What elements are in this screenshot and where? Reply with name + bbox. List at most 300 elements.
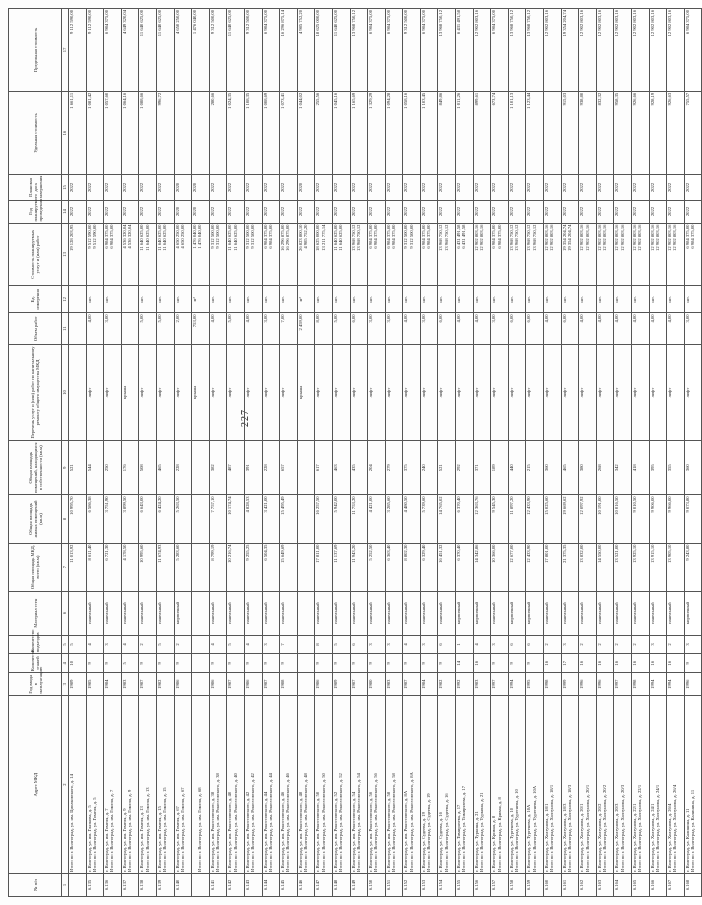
cell-uc: 849,86 <box>438 91 456 175</box>
cell-line: г. Волгоград, ул. Холзунова, д. 24/1 <box>649 803 655 872</box>
cell-line: 4 536 320,04 <box>127 224 133 249</box>
cell-vol: 4,00 <box>579 313 597 344</box>
cell-vol: 3,00 <box>491 313 509 344</box>
cell-work: крыша <box>121 344 139 440</box>
cell-area: 14 550,00 <box>596 543 614 591</box>
cell-own: 380 <box>579 441 597 495</box>
cell-mat: панельный <box>244 591 262 635</box>
cell-mat: панельный <box>403 591 421 635</box>
cell-line: Итого по г. Волгоград, ул. Холзунова, д. 24/1 <box>654 784 660 872</box>
header-cell: Ед. измерения <box>9 286 62 313</box>
cell-unit: шт. <box>508 286 526 313</box>
cell-line: Итого по г. Волгоград, ул. Тургенева, д. 10А <box>531 785 537 872</box>
cell-uc: 280,66 <box>209 91 227 175</box>
cell-mat: панельный <box>280 591 298 635</box>
cell-n: 6.135 <box>86 874 104 897</box>
cell-area: 8 802,30 <box>403 543 421 591</box>
cell-year: 1983 <box>121 673 139 696</box>
cell-vol: 4,00 <box>244 313 262 344</box>
cell-work: лифт <box>368 344 386 440</box>
cell-year: 1997 <box>491 673 509 696</box>
cell-mat: панельный <box>667 591 685 635</box>
cell-unit: шт. <box>174 286 192 313</box>
cell-line: 1 476 040,00 <box>197 224 203 249</box>
cell-mat: панельный <box>139 591 157 635</box>
table-row <box>684 9 702 897</box>
cell-fl: 16 <box>473 654 491 673</box>
cell-line: 13 968 750,12 <box>531 224 537 251</box>
cell-work: лифт <box>438 344 456 440</box>
cell-line: 6 984 375,00 <box>426 224 432 249</box>
cell-uc: 899,61 <box>473 91 491 175</box>
cell-line: 6 431 491,58 <box>456 224 462 249</box>
cell-vol: 3,00 <box>262 313 280 344</box>
cell-line: г. Волгоград, ул. Холзунова, д. 20/2 <box>596 803 602 872</box>
cell-liv: 4 480,50 <box>403 495 421 543</box>
cell-unit: шт. <box>438 286 456 313</box>
cell-line: 11 640 625,00 <box>144 224 150 251</box>
cell-cost <box>667 223 685 286</box>
cell-line: г. Волгоград, ул. Судеева, д. 16 <box>438 812 444 872</box>
cell-y2: 2022 <box>579 175 597 200</box>
cell-area: 5 283,60 <box>174 543 192 591</box>
cell-n: 6.147 <box>315 874 333 897</box>
cell-work: лифт <box>561 344 579 440</box>
cell-vol: 5,00 <box>156 313 174 344</box>
cell-line: Итого по г. Волгоград, ул. им. Гомеля, д. 68 <box>197 787 203 872</box>
cell-vol: 6,00 <box>508 313 526 344</box>
cell-fl: 9 <box>262 654 280 673</box>
cell-en: 3 <box>385 635 403 654</box>
cell-unit: шт. <box>104 286 122 313</box>
cell-y1: 2020 <box>174 200 192 223</box>
cell-n: 6.150 <box>368 874 386 897</box>
cell-line: 11 640 625,00 <box>156 224 162 251</box>
cell-unit: шт. <box>86 286 104 313</box>
column-number-cell: 1 <box>62 874 69 897</box>
table-header-row <box>9 9 62 897</box>
cell-fl: 9 <box>209 654 227 673</box>
cell-cost <box>632 223 650 286</box>
cell-unit: шт. <box>684 286 702 313</box>
cell-mat: панельный <box>350 591 368 635</box>
cell-year: 1983 <box>473 673 491 696</box>
cell-vol: 6,00 <box>561 313 579 344</box>
cell-unit: шт. <box>227 286 245 313</box>
cell-uc: 926,66 <box>632 91 650 175</box>
cell-mat: кирпичный <box>174 591 192 635</box>
cell-area: 13 832,00 <box>579 543 597 591</box>
cell-own: 617 <box>315 441 333 495</box>
cell-lim: 16 296 875,14 <box>280 9 298 92</box>
cell-fl: 9 <box>139 654 157 673</box>
table-row <box>438 9 456 897</box>
cell-addr <box>667 696 685 874</box>
cell-n: 6.168 <box>684 874 702 897</box>
cell-liv: 16 257,50 <box>315 495 333 543</box>
cell-unit: шт. <box>280 286 298 313</box>
cell-lim: 6 984 375,00 <box>262 9 280 92</box>
table-row <box>262 9 280 897</box>
cell-line: Итого по г. Волгоград, ул. им. Гомеля, д. 67 <box>179 787 185 872</box>
cell-line: Итого по г. Волгоград, ул. им. Гомеля, д. 7 <box>109 789 115 872</box>
cell-addr <box>332 696 350 874</box>
cell-addr <box>544 696 562 874</box>
page-number: 227 <box>240 409 251 427</box>
cell-uc: 673,74 <box>491 91 509 175</box>
cell-line: 12 902 803,16 <box>544 224 550 251</box>
cell-own: 544 <box>86 441 104 495</box>
cell-line: 6 984 375,00 <box>373 224 379 249</box>
cell-line: Итого по г. Волгоград, ул. им. Рокоссовского, д. 48 <box>303 773 309 872</box>
cell-unit: шт. <box>385 286 403 313</box>
cell-year: 1986 <box>209 673 227 696</box>
cell-uc <box>544 91 562 175</box>
table-row <box>649 9 667 897</box>
cell-unit: шт. <box>649 286 667 313</box>
cell-mat: панельный <box>262 591 280 635</box>
cell-own <box>297 441 315 495</box>
cell-year: 1996 <box>684 673 702 696</box>
cell-n: 6.164 <box>614 874 632 897</box>
cell-y2: 2022 <box>473 175 491 200</box>
cell-area: 21 375,35 <box>561 543 579 591</box>
header-cell: Перечень услуг и (или) работ по капитальному ремонту общего имущества МКД <box>9 344 62 440</box>
cell-line: 12 902 803,16 <box>672 224 678 251</box>
cell-vol <box>69 313 87 344</box>
cell-line: Итого по г. Волгоград, ул. Судеева, д. 16 <box>443 793 449 872</box>
cell-vol: 4,00 <box>403 313 421 344</box>
cell-vol: 3,00 <box>684 313 702 344</box>
cell-mat <box>192 591 210 635</box>
cell-mat: панельный <box>596 591 614 635</box>
cell-n: 6.139 <box>156 874 174 897</box>
cell-unit: шт. <box>456 286 474 313</box>
cell-addr <box>508 696 526 874</box>
cell-mat: панельный <box>491 591 509 635</box>
cell-addr <box>174 696 192 874</box>
header-cell: Адрес МКД <box>9 696 62 874</box>
cell-cost <box>544 223 562 286</box>
cell-line: 9 312 500,00 <box>250 224 256 249</box>
header-cell: Предельная стоимость <box>9 9 62 92</box>
cell-liv: 5 942,00 <box>332 495 350 543</box>
cell-area: 11 943,20 <box>350 543 368 591</box>
cell-line: Итого по г. Волгоград, ул. им. Циолковского, д. 14 <box>69 774 74 872</box>
cell-cost <box>491 223 509 286</box>
cell-addr <box>684 696 702 874</box>
cell-line: 12 902 803,16 <box>549 224 555 251</box>
table-row <box>544 9 562 897</box>
cell-fl: 9 <box>227 654 245 673</box>
cell-work: лифт <box>420 344 438 440</box>
cell-liv: 10 995,70 <box>69 495 87 543</box>
cell-year: 1986 <box>315 673 333 696</box>
cell-n: 6.145 <box>280 874 298 897</box>
cell-unit <box>121 286 139 313</box>
cell-work: крыша <box>297 344 315 440</box>
cell-cost <box>350 223 368 286</box>
cell-en: 3 <box>649 635 667 654</box>
cell-vol: 5,00 <box>139 313 157 344</box>
cell-fl: 16 <box>544 654 562 673</box>
cell-liv: 6 586,38 <box>86 495 104 543</box>
cell-line: г. Волгоград, ул. им. Рокоссовского, д. 38 <box>209 791 215 872</box>
rotated-table-wrapper <box>8 8 696 897</box>
cell-lim: 12 902 803,16 <box>579 9 597 92</box>
cell-area <box>297 543 315 591</box>
cell-y2: 2022 <box>420 175 438 200</box>
cell-fl <box>297 654 315 673</box>
cell-uc <box>192 91 210 175</box>
cell-lim: 12 902 803,16 <box>473 9 491 92</box>
cell-area: 16 451,32 <box>438 543 456 591</box>
cell-own: 375 <box>403 441 421 495</box>
cell-work: лифт <box>209 344 227 440</box>
cell-vol: 2,00 <box>174 313 192 344</box>
cell-line: г. Волгоград, ул. Калинина, д. 11 <box>684 808 690 872</box>
cell-area: 8 799,19 <box>209 543 227 591</box>
cell-line: 13 968 750,12 <box>508 224 514 251</box>
cell-line: Итого по г. Волгоград, ул. им. Гомеля, д. 13 <box>144 787 150 872</box>
cell-area: 13 915,10 <box>649 543 667 591</box>
cell-y1: 2022 <box>297 200 315 223</box>
cell-mat: панельный <box>86 591 104 635</box>
cell-n <box>69 874 87 897</box>
cell-year: 1980 <box>368 673 386 696</box>
cell-unit: шт. <box>209 286 227 313</box>
cell-lim: 13 968 750,12 <box>350 9 368 92</box>
table-row <box>596 9 614 897</box>
cell-area: 13 905,10 <box>667 543 685 591</box>
cell-work: лифт <box>596 344 614 440</box>
cell-line: г. Волгоград, ул. им. Гомеля, д. 67 <box>174 806 180 872</box>
cell-uc: 1 088,66 <box>139 91 157 175</box>
cell-mat: панельный <box>649 591 667 635</box>
cell-own: 292 <box>456 441 474 495</box>
cell-line: 6 984 375,00 <box>262 224 268 249</box>
cell-line: 12 902 803,16 <box>667 224 673 251</box>
cell-liv: 9 010,50 <box>632 495 650 543</box>
column-number-row <box>62 9 69 897</box>
cell-line: Итого по г. Волгоград, ул. им. Рокоссовского, д. 50 <box>320 773 326 872</box>
cell-en <box>192 635 210 654</box>
cell-y2: 2022 <box>121 175 139 200</box>
cell-n: 6.142 <box>227 874 245 897</box>
column-number-cell: 3 <box>62 673 69 696</box>
cell-unit: шт. <box>420 286 438 313</box>
cell-cost <box>297 223 315 286</box>
cell-en: 6 <box>526 635 544 654</box>
cell-uc <box>174 91 192 175</box>
cell-work: лифт <box>280 344 298 440</box>
table-row <box>297 9 315 897</box>
cell-year: 1994 <box>508 673 526 696</box>
cell-y1: 2022 <box>244 200 262 223</box>
cell-vol: 4,00 <box>473 313 491 344</box>
cell-y2: 2022 <box>632 175 650 200</box>
cell-liv: 6 424,20 <box>156 495 174 543</box>
cell-year: 1995 <box>526 673 544 696</box>
cell-year: 1989 <box>69 673 87 696</box>
header-cell: Материал стен <box>9 591 62 635</box>
cell-addr <box>473 696 491 874</box>
cell-line: 11 640 625,00 <box>139 224 145 251</box>
cell-work: лифт <box>491 344 509 440</box>
column-number-cell: 7 <box>62 543 69 591</box>
cell-line: г. Волгоград, ул. им. Рокоссовского, д. 44 <box>262 791 268 872</box>
header-cell: Стоимость планируемых услуг и (или) работ <box>9 223 62 286</box>
cell-work: лифт <box>104 344 122 440</box>
cell-line: г. Волгоград, ул. Кривая, д. 8 <box>491 815 497 872</box>
cell-y2: 2020 <box>297 175 315 200</box>
cell-liv: 3 421,00 <box>262 495 280 543</box>
table-row <box>139 9 157 897</box>
cell-uc: 996,72 <box>156 91 174 175</box>
cell-area: 15 649,69 <box>280 543 298 591</box>
cell-uc: 255,56 <box>315 91 333 175</box>
cell-fl: 9 <box>315 654 333 673</box>
cell-unit: шт. <box>614 286 632 313</box>
cell-mat: панельный <box>315 591 333 635</box>
cell-year: 1997 <box>614 673 632 696</box>
cell-unit: шт. <box>332 286 350 313</box>
cell-en: 2 <box>544 635 562 654</box>
column-number-cell: 8 <box>62 495 69 543</box>
cell-lim: 9 312 500,00 <box>209 9 227 92</box>
cell-y1: 2022 <box>139 200 157 223</box>
cell-vol: 4,00 <box>614 313 632 344</box>
cell-uc: 1 165,69 <box>350 91 368 175</box>
cell-cost <box>209 223 227 286</box>
header-cell: Удельная стоимость <box>9 91 62 175</box>
cell-unit: м² <box>297 286 315 313</box>
cell-mat: панельный <box>438 591 456 635</box>
cell-cost <box>262 223 280 286</box>
cell-area: 11 137,69 <box>332 543 350 591</box>
cell-y2: 2022 <box>456 175 474 200</box>
cell-line: г. Волгоград, ул. им. Гомеля, д. 15 <box>156 806 162 872</box>
column-number-cell: 12 <box>62 286 69 313</box>
cell-fl: 9 <box>350 654 368 673</box>
cell-lim: 13 968 750,12 <box>508 9 526 92</box>
cell-own: 176 <box>121 441 139 495</box>
cell-line: 6 984 375,00 <box>684 224 690 249</box>
cell-mat: панельный <box>614 591 632 635</box>
cell-line: Итого по г. Волгоград, ул. им. Рокоссовского, д. 52 <box>338 773 344 872</box>
cell-addr <box>632 696 650 874</box>
cell-work: лифт <box>579 344 597 440</box>
cell-year: 1987 <box>262 673 280 696</box>
cell-uc: 1 058,16 <box>403 91 421 175</box>
cell-line: Итого по г. Волгоград, ул. Кривая, д. 8 <box>496 797 502 872</box>
table-row <box>579 9 597 897</box>
cell-area: 13 521,00 <box>614 543 632 591</box>
cell-line: г. Волгоград, ул. Холзунова, д. 20/3 <box>614 803 620 872</box>
cell-lim: 11 640 625,00 <box>139 9 157 92</box>
table-row <box>227 9 245 897</box>
cell-line: г. Волгоград, ул. Тимирязева, д. 17 <box>456 804 462 872</box>
cell-mat: панельный <box>544 591 562 635</box>
cell-line: 11 640 625,00 <box>162 224 168 251</box>
cell-work: лифт <box>156 344 174 440</box>
cell-y1: 2022 <box>121 200 139 223</box>
cell-line: 6 984 375,00 <box>385 224 391 249</box>
table-row <box>420 9 438 897</box>
cell-year: 1987 <box>227 673 245 696</box>
cell-addr <box>526 696 544 874</box>
cell-area: 10 366,00 <box>491 543 509 591</box>
cell-work: лифт <box>174 344 192 440</box>
cell-vol: 4,00 <box>632 313 650 344</box>
cell-uc: 1 073,41 <box>280 91 298 175</box>
cell-en: 2 <box>667 635 685 654</box>
cell-line: 13 968 750,12 <box>514 224 520 251</box>
cell-uc: 755,57 <box>684 91 702 175</box>
cell-line: 6 984 375,00 <box>267 224 273 249</box>
cell-liv: 12 433,90 <box>526 495 544 543</box>
cell-own: 463 <box>332 441 350 495</box>
cell-mat: кирпичный <box>526 591 544 635</box>
cell-liv: 15 025,60 <box>544 495 562 543</box>
cell-lim: 6 984 375,00 <box>420 9 438 92</box>
cell-line: Итого по г. Волгоград, ул. Холзунова, д. 26/4 <box>672 784 678 872</box>
cell-line: Итого по г. Волгоград, ул. Холзунова, д. 22/1 <box>637 784 643 872</box>
cell-lim: 12 902 803,16 <box>667 9 685 92</box>
cell-liv: 12 363,76 <box>473 495 491 543</box>
cell-unit: шт. <box>403 286 421 313</box>
cell-y2: 2022 <box>544 175 562 200</box>
cell-line: Итого по г. Волгоград, ул. Холзунова, д. 20/3 <box>619 784 625 872</box>
cell-addr <box>227 696 245 874</box>
cell-line: 6 984 375,00 <box>368 224 374 249</box>
cell-line: Итого по г. Волгоград, ул. им. Рокоссовского, д. 44 <box>267 773 273 872</box>
cell-en <box>297 635 315 654</box>
cell-line: г. Волгоград, ул. им. Гомеля, д. 9 <box>121 808 127 872</box>
cell-lim: 4 650 250,00 <box>174 9 192 92</box>
cell-own: 487 <box>227 441 245 495</box>
cell-fl: 16 <box>667 654 685 673</box>
cell-liv: 4 421,00 <box>368 495 386 543</box>
cell-work: лифт <box>315 344 333 440</box>
cell-area: 9 243,80 <box>684 543 702 591</box>
cell-vol: 4,00 <box>209 313 227 344</box>
cell-cost <box>385 223 403 286</box>
cell-y2: 2022 <box>508 175 526 200</box>
cell-n: 6.155 <box>456 874 474 897</box>
cell-line: Итого по г. Волгоград, ул. Тимирязева, д. 17 <box>461 786 467 872</box>
cell-y1: 2022 <box>420 200 438 223</box>
cell-own: 371 <box>473 441 491 495</box>
cell-lim: 12 902 803,16 <box>649 9 667 92</box>
cell-line: Итого по г. Волгоград, ул. Туркина, д. 21 <box>478 792 484 872</box>
cell-mat <box>69 591 87 635</box>
cell-work: лифт <box>139 344 157 440</box>
cell-y1: 2022 <box>156 200 174 223</box>
cell-liv: 10 016,50 <box>614 495 632 543</box>
cell-cost <box>456 223 474 286</box>
cell-cost <box>280 223 298 286</box>
cell-y1: 2022 <box>438 200 456 223</box>
cell-addr <box>315 696 333 874</box>
cell-unit: м² <box>192 286 210 313</box>
cell-n: 6.160 <box>544 874 562 897</box>
cell-addr <box>121 696 139 874</box>
cell-en: 3 <box>104 635 122 654</box>
cell-year <box>297 673 315 696</box>
cell-liv: 9 906,00 <box>649 495 667 543</box>
cell-year: 1996 <box>596 673 614 696</box>
